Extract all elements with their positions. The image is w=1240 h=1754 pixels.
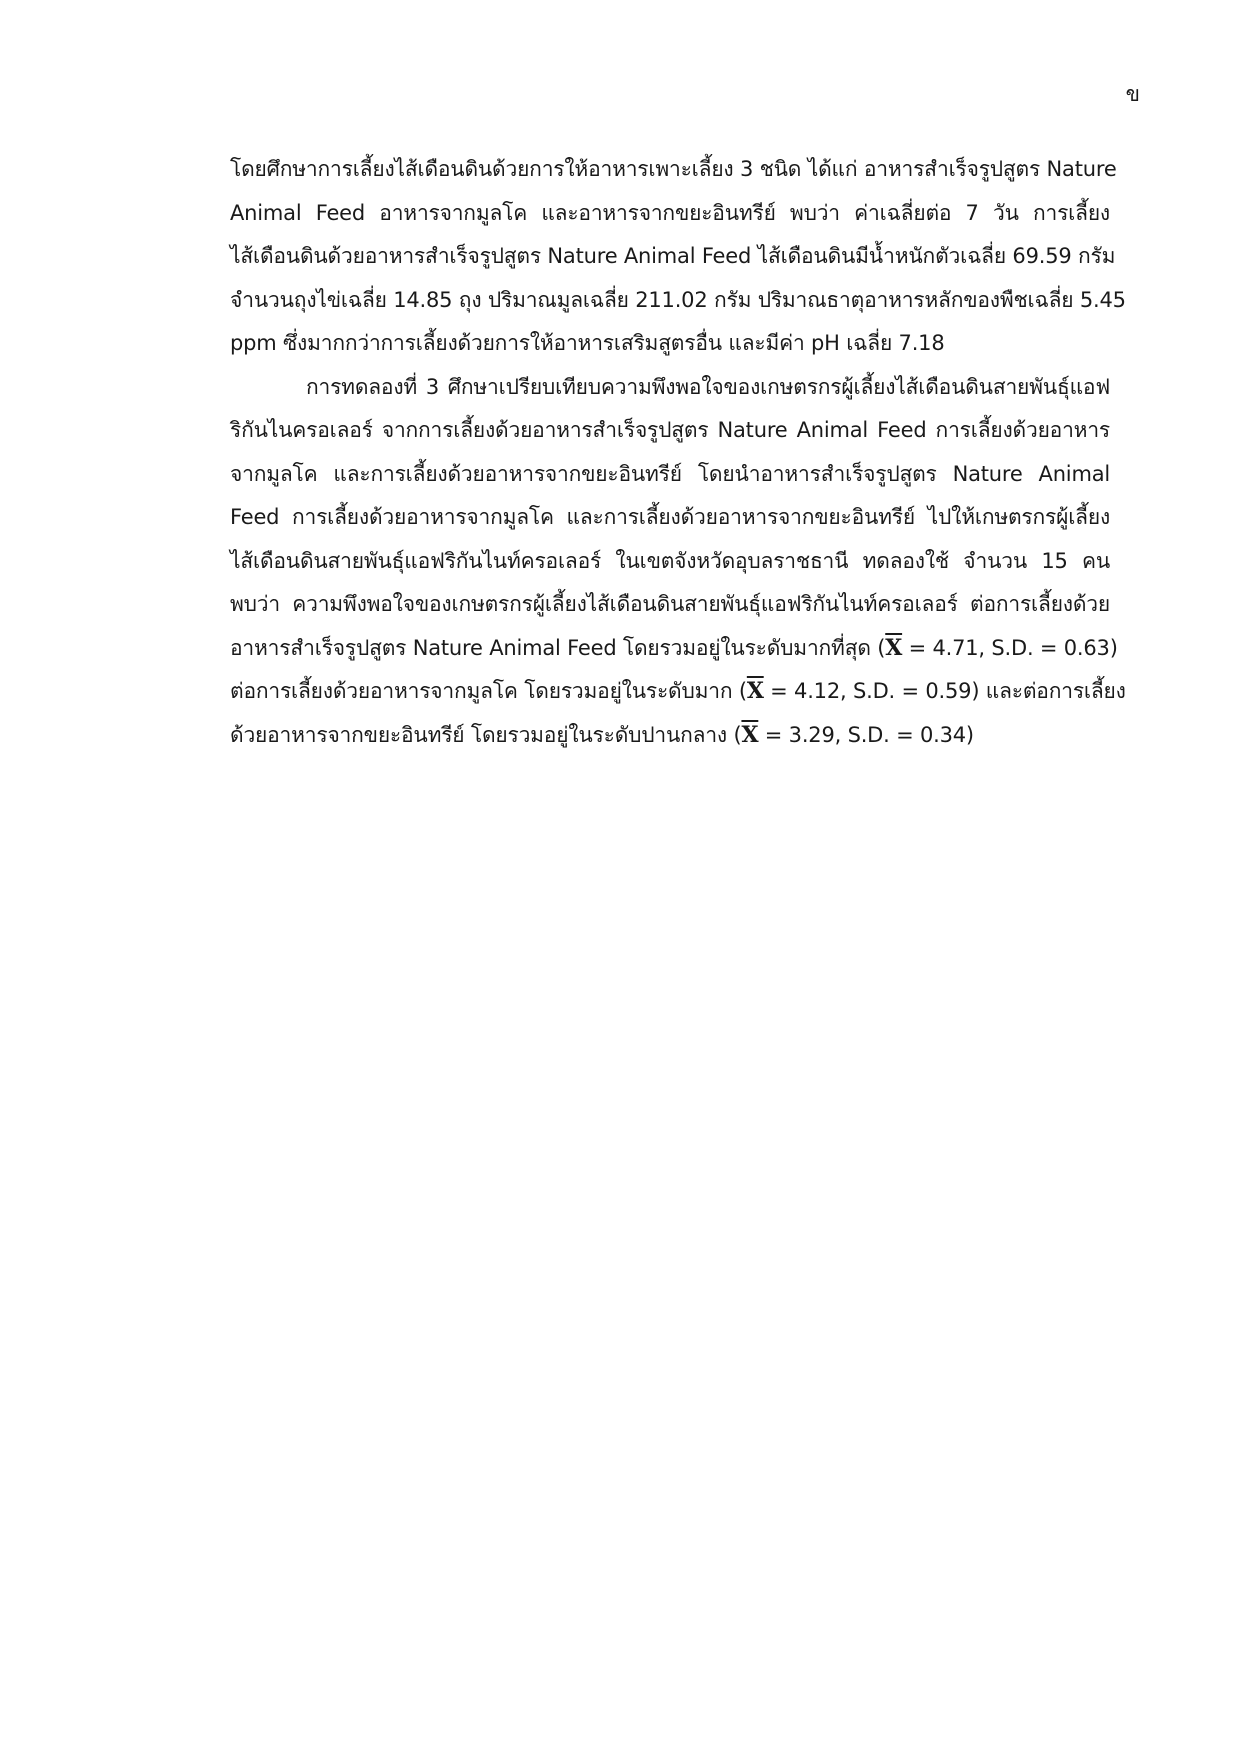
line-8-text-before: ต่อการเลี้ยงด้วยอาหารจากมูลโค โดยรวมอยู่ในระดับมาก (	[230, 679, 747, 703]
line-9-text-before: ด้วยอาหารจากขยะอินทรีย์ โดยรวมอยู่ในระดับปานกลาง (	[230, 722, 742, 747]
paragraph-1-line-1: โดยศึกษาการเลี้ยงไส้เดือนดินด้วยการให้อาหารเพาะเลี้ยง 3 ชนิด ได้แก่ อาหารสำเร็จรูปสูตร Nature	[230, 157, 1117, 181]
paragraph-1-line-3: ไส้เดือนดินด้วยอาหารสำเร็จรูปสูตร Nature Animal Feed ไส้เดือนดินมีน้ำหนักตัวเฉลี่ย 69.59 กรัม	[230, 244, 1116, 268]
paragraph-2-line-3: จากมูลโค และการเลี้ยงด้วยอาหารจากขยะอินทรีย์ โดยนำอาหารสำเร็จรูปสูตร Nature Animal	[230, 461, 1110, 486]
line-7-text-before: อาหารสำเร็จรูปสูตร Nature Animal Feed โดยรวมอยู่ในระดับมากที่สุด (	[230, 635, 886, 660]
page-number: ข	[1125, 82, 1140, 106]
paragraph-2-line-4: Feed การเลี้ยงด้วยอาหารจากมูลโค และการเลี้ยงด้วยอาหารจากขยะอินทรีย์ ไปให้เกษตรกรผู้เลี้ยง	[230, 505, 1110, 529]
mean-symbol: $\overline{X}$	[885, 634, 903, 661]
paragraph-1-line-2: Animal Feed อาหารจากมูลโค และอาหารจากขยะอินทรีย์ พบว่า ค่าเฉลี่ยต่อ 7 วัน การเลี้ยง	[230, 200, 1110, 225]
paragraph-2-line-1: การทดลองที่ 3 ศึกษาเปรียบเทียบความพึงพอใจของเกษตรกรผู้เลี้ยงไส้เดือนดินสายพันธุ์แอฟ	[306, 374, 1110, 399]
abstract-body	[230, 148, 1126, 757]
paragraph-2-line-7	[230, 627, 1118, 671]
line-9-text-after: = 3.29, S.D. = 0.34)	[758, 722, 974, 747]
paragraph-1-line-4: จำนวนถุงไข่เฉลี่ย 14.85 ถุง ปริมาณมูลเฉลี่ย 211.02 กรัม ปริมาณธาตุอาหารหลักของพืชเฉลี่ย 5.45	[230, 287, 1126, 312]
paragraph-2-line-5: ไส้เดือนดินสายพันธุ์แอฟริกันไนท์ครอเลอร์ ในเขตจังหวัดอุบลราชธานี ทดลองใช้ จำนวน 15 คน	[230, 548, 1110, 573]
paragraph-2-line-9	[230, 714, 1110, 758]
paragraph-2-line-8	[230, 670, 1126, 714]
mean-symbol: $\overline{X}$	[746, 678, 764, 704]
paragraph-2-line-2: ริกันไนครอเลอร์ จากการเลี้ยงด้วยอาหารสำเร็จรูปสูตร Nature Animal Feed การเลี้ยงด้วยอาหาร	[230, 418, 1110, 442]
line-8-text-after: = 4.12, S.D. = 0.59) และต่อการเลี้ยง	[763, 679, 1126, 703]
paragraph-2-line-6: พบว่า ความพึงพอใจของเกษตรกรผู้เลี้ยงไส้เดือนดินสายพันธุ์แอฟริกันไนท์ครอเลอร์ ต่อการเลี้ยงด้วย	[230, 592, 1110, 616]
paragraph-1-line-5: ppm ซึ่งมากกว่าการเลี้ยงด้วยการให้อาหารเสริมสูตรอื่น และมีค่า pH เฉลี่ย 7.18	[230, 331, 945, 355]
line-7-text-after: = 4.71, S.D. = 0.63)	[902, 635, 1118, 660]
mean-symbol: $\overline{X}$	[741, 721, 759, 748]
